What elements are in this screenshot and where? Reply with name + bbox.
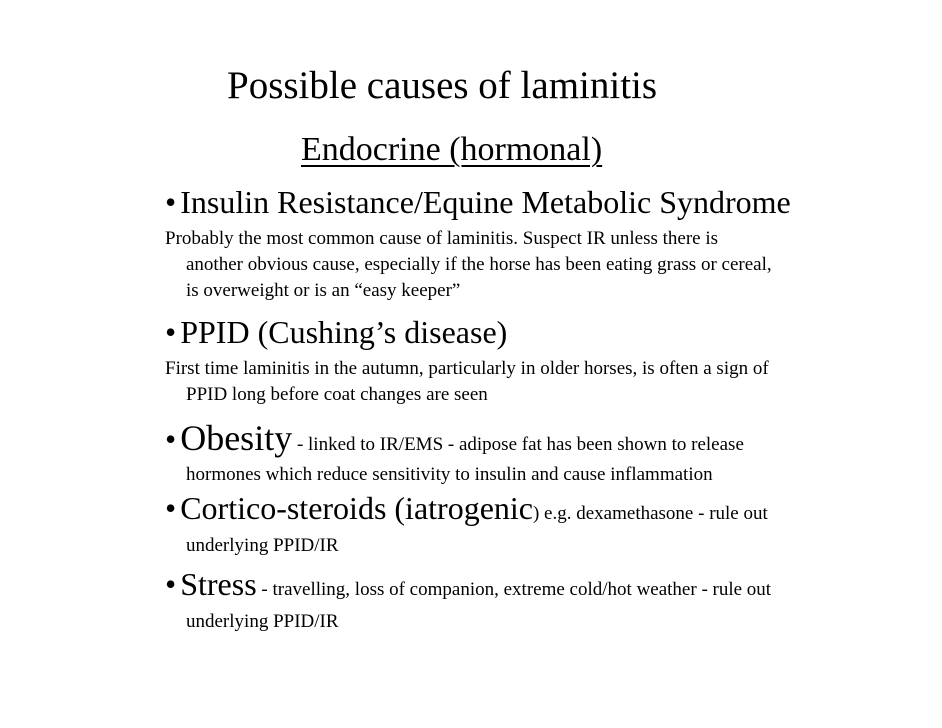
description-line: another obvious cause, especially if the horse has been eating grass or cereal, xyxy=(186,254,772,275)
cause-item-insulin-resistance xyxy=(165,186,865,304)
cause-heading: Stress xyxy=(180,566,257,602)
description-line: PPID long before coat changes are seen xyxy=(186,384,488,405)
cause-heading: Obesity xyxy=(180,418,293,458)
bullet-marker: • xyxy=(165,566,177,602)
cause-item-obesity xyxy=(165,420,865,488)
cause-continuation: underlying PPID/IR xyxy=(186,535,339,556)
cause-item-cortico-steroids xyxy=(165,492,865,559)
bullet-marker: • xyxy=(165,490,177,526)
slide-title: Possible causes of laminitis xyxy=(227,64,658,107)
cause-description xyxy=(165,356,865,408)
cause-continuation: hormones which reduce sensitivity to insulin and cause inflammation xyxy=(186,464,713,485)
cause-heading: Cortico-steroids (iatrogenic xyxy=(180,490,533,526)
bullet-marker: • xyxy=(165,421,177,457)
cause-inline-text: ) e.g. dexamethasone - rule out xyxy=(532,503,768,524)
cause-description xyxy=(165,226,865,304)
bullet-marker: • xyxy=(165,184,177,220)
slide-subtitle: Endocrine (hormonal) xyxy=(301,131,603,168)
cause-heading: Insulin Resistance/Equine Metabolic Syndrome xyxy=(180,184,791,220)
cause-item-stress xyxy=(165,568,865,635)
cause-item-ppid xyxy=(165,316,865,408)
bullet-marker: • xyxy=(165,314,177,350)
description-line: is overweight or is an “easy keeper” xyxy=(186,280,461,301)
cause-inline-text: - travelling, loss of companion, extreme cold/hot weather - rule out xyxy=(256,579,772,600)
cause-heading: PPID (Cushing’s disease) xyxy=(180,314,508,350)
cause-inline-text: - linked to IR/EMS - adipose fat has been shown to release xyxy=(292,434,744,455)
description-line: First time laminitis in the autumn, particularly in older horses, is often a sign of xyxy=(165,358,769,379)
description-line: Probably the most common cause of laminitis. Suspect IR unless there is xyxy=(165,228,719,249)
cause-continuation: underlying PPID/IR xyxy=(186,611,339,632)
